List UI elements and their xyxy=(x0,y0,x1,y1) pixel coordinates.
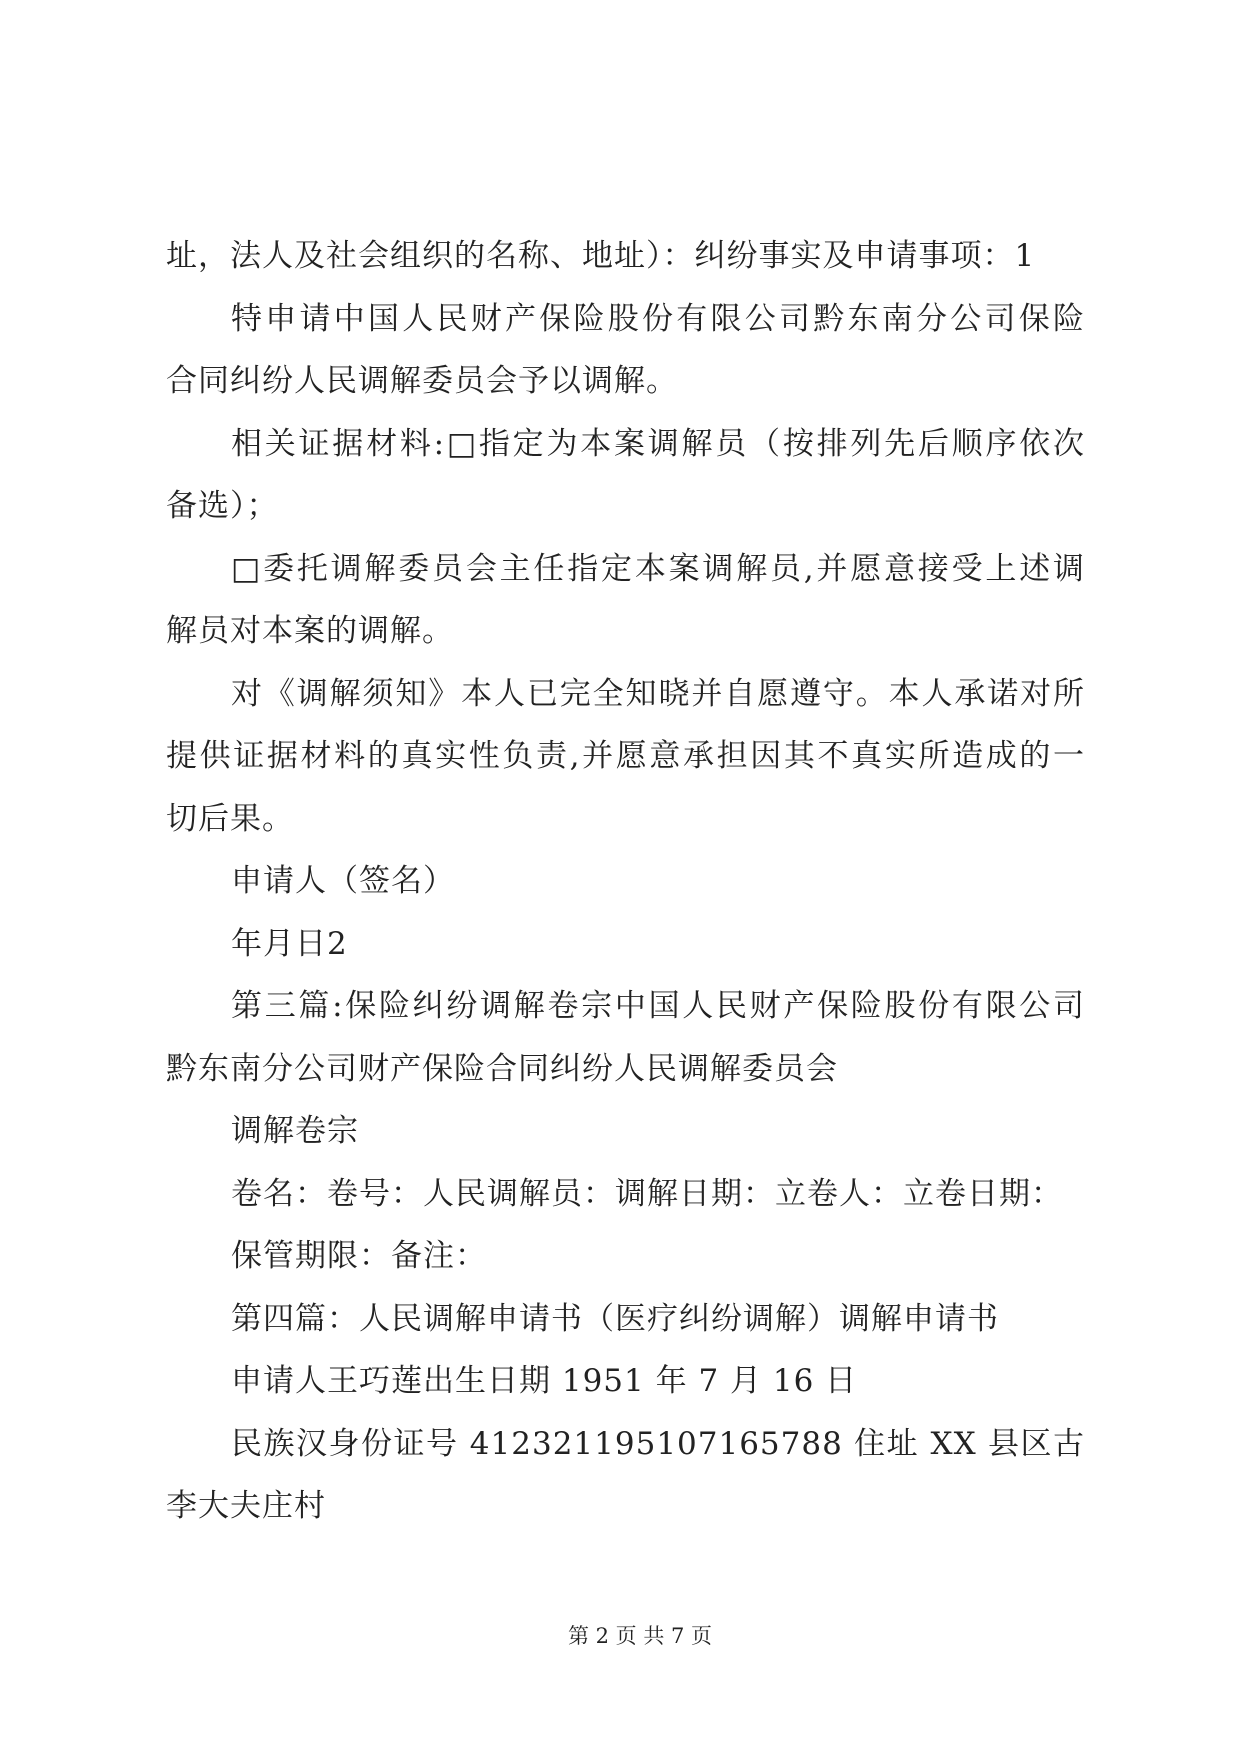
paragraph-line: 卷名：卷号：人民调解员：调解日期：立卷人：立卷日期： xyxy=(231,1175,1063,1212)
paragraph xyxy=(166,913,1085,976)
paragraph xyxy=(166,1288,1085,1351)
date-line: 年月日2 xyxy=(231,925,348,962)
paragraph xyxy=(166,663,1085,851)
document-body xyxy=(166,225,1085,1538)
paragraph-line: □委托调解委员会主任指定本案调解员,并愿意接受上述调 xyxy=(231,550,1085,587)
page-number-footer: 第 2 页 共 7 页 xyxy=(567,1624,713,1648)
paragraph xyxy=(166,1413,1085,1538)
paragraph-line: 解员对本案的调解。 xyxy=(166,613,454,649)
section-heading-line: 第四篇：人民调解申请书（医疗纠纷调解）调解申请书 xyxy=(231,1300,999,1337)
paragraph-line: 相关证据材料:□指定为本案调解员（按排列先后顺序依次 xyxy=(231,425,1085,462)
paragraph-line: 备选）； xyxy=(166,488,279,524)
paragraph xyxy=(166,288,1085,413)
paragraph xyxy=(166,413,1085,538)
section-heading-line: 黔东南分公司财产保险合同纠纷人民调解委员会 xyxy=(166,1050,838,1087)
paragraph xyxy=(166,225,1085,288)
paragraph xyxy=(166,850,1085,913)
paragraph-line: 合同纠纷人民调解委员会予以调解。 xyxy=(166,363,678,399)
paragraph xyxy=(166,1225,1085,1288)
paragraph-line: 申请人王巧莲出生日期 1951 年 7 月 16 日 xyxy=(231,1363,858,1399)
paragraph xyxy=(166,975,1085,1100)
section-heading-line: 第三篇:保险纠纷调解卷宗中国人民财产保险股份有限公司 xyxy=(231,988,1085,1024)
paragraph-line: 址，法人及社会组织的名称、地址）：纠纷事实及申请事项：1 xyxy=(166,238,1036,274)
paragraph xyxy=(166,1100,1085,1163)
paragraph-line: 切后果。 xyxy=(166,800,294,837)
signature-line: 申请人（签名） xyxy=(231,863,455,899)
paragraph-line: 特申请中国人民财产保险股份有限公司黔东南分公司保险 xyxy=(231,300,1085,337)
paragraph-line: 对《调解须知》本人已完全知晓并自愿遵守。本人承诺对所 xyxy=(231,675,1085,712)
paragraph-line: 民族汉身份证号 412321195107165788 住址 XX 县区古 xyxy=(231,1425,1085,1462)
paragraph-line: 李大夫庄村 xyxy=(166,1488,326,1524)
paragraph xyxy=(166,1163,1085,1226)
paragraph-line: 提供证据材料的真实性负责,并愿意承担因其不真实所造成的一 xyxy=(166,738,1085,774)
paragraph-line: 调解卷宗 xyxy=(231,1113,359,1149)
paragraph xyxy=(166,1350,1085,1413)
paragraph-line: 保管期限：备注： xyxy=(231,1238,487,1274)
paragraph xyxy=(166,538,1085,663)
